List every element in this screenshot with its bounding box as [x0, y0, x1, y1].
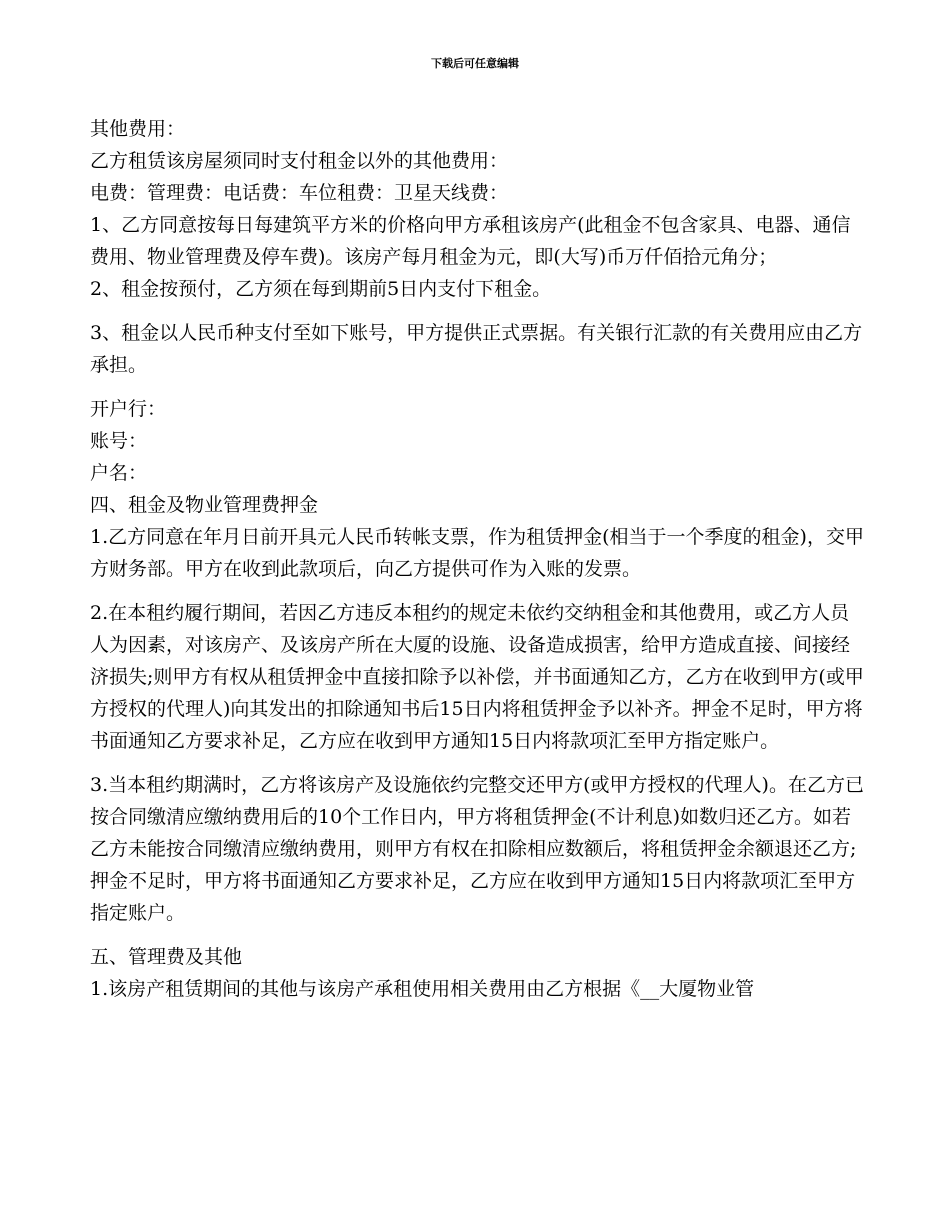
document-body [90, 113, 865, 1005]
paragraph-rent-clause-1: 1、乙方同意按每日每建筑平方米的价格向甲方承租该房产(此租金不包含家具、电器、通信费用、物业管理费及停车费)。该房产每月租金为元，即(大写)币万仟佰拾元角分； [90, 214, 851, 268]
paragraph-other-fees-heading: 其他费用： [90, 118, 186, 140]
paragraph-other-fees-intro: 乙方租赁该房屋须同时支付租金以外的其他费用： [90, 150, 509, 172]
page-header: 下载后可任意编辑 [431, 57, 519, 70]
paragraph-management-clause-1: 1.该房产租赁期间的其他与该房产承租使用相关费用由乙方根据《__大厦物业管 [90, 978, 755, 1000]
paragraph-fee-list: 电费：管理费：电话费：车位租费：卫星天线费： [90, 182, 509, 204]
paragraph-bank-name: 开户行： [90, 398, 167, 420]
paragraph-deposit-clause-1: 1.乙方同意在年月日前开具元人民币转帐支票，作为租赁押金(相当于一个季度的租金)，交甲方财务部。甲方在收到此款项后，向乙方提供可作为入账的发票。 [90, 526, 864, 580]
paragraph-account-name: 户名： [90, 462, 148, 484]
paragraph-account-number: 账号： [90, 430, 148, 452]
paragraph-deposit-clause-3: 3.当本租约期满时，乙方将该房产及设施依约完整交还甲方(或甲方授权的代理人)。在乙方已按合同缴清应缴纳费用后的10个工作日内，甲方将租赁押金(不计利息)如数归还乙方。如若乙方未能按合同缴清应缴纳费用，则甲方有权在扣除相应数额后，将租赁押金余额退还乙方;押金不足时，甲方将书面通知乙方要求补足，乙方应在收到甲方通知15日内将款项汇至甲方指定账户。 [90, 774, 864, 924]
paragraph-deposit-clause-2: 2.在本租约履行期间，若因乙方违反本租约的规定未依约交纳租金和其他费用，或乙方人员人为因素，对该房产、及该房产所在大厦的设施、设备造成损害，给甲方造成直接、间接经济损失;则甲方有权从租赁押金中直接扣除予以补偿，并书面通知乙方，乙方在收到甲方(或甲方授权的代理人)向其发出的扣除通知书后15日内将租赁押金予以补齐。押金不足时，甲方将书面通知乙方要求补足，乙方应在收到甲方通知15日内将款项汇至甲方指定账户。 [90, 602, 864, 752]
section-heading-deposit: 四、租金及物业管理费押金 [90, 494, 319, 516]
paragraph-rent-clause-3: 3、租金以人民币种支付至如下账号，甲方提供正式票据。有关银行汇款的有关费用应由乙方承担。 [90, 322, 863, 376]
section-heading-management-fee: 五、管理费及其他 [90, 946, 243, 968]
paragraph-rent-clause-2: 2、租金按预付，乙方须在每到期前5日内支付下租金。 [90, 278, 552, 300]
